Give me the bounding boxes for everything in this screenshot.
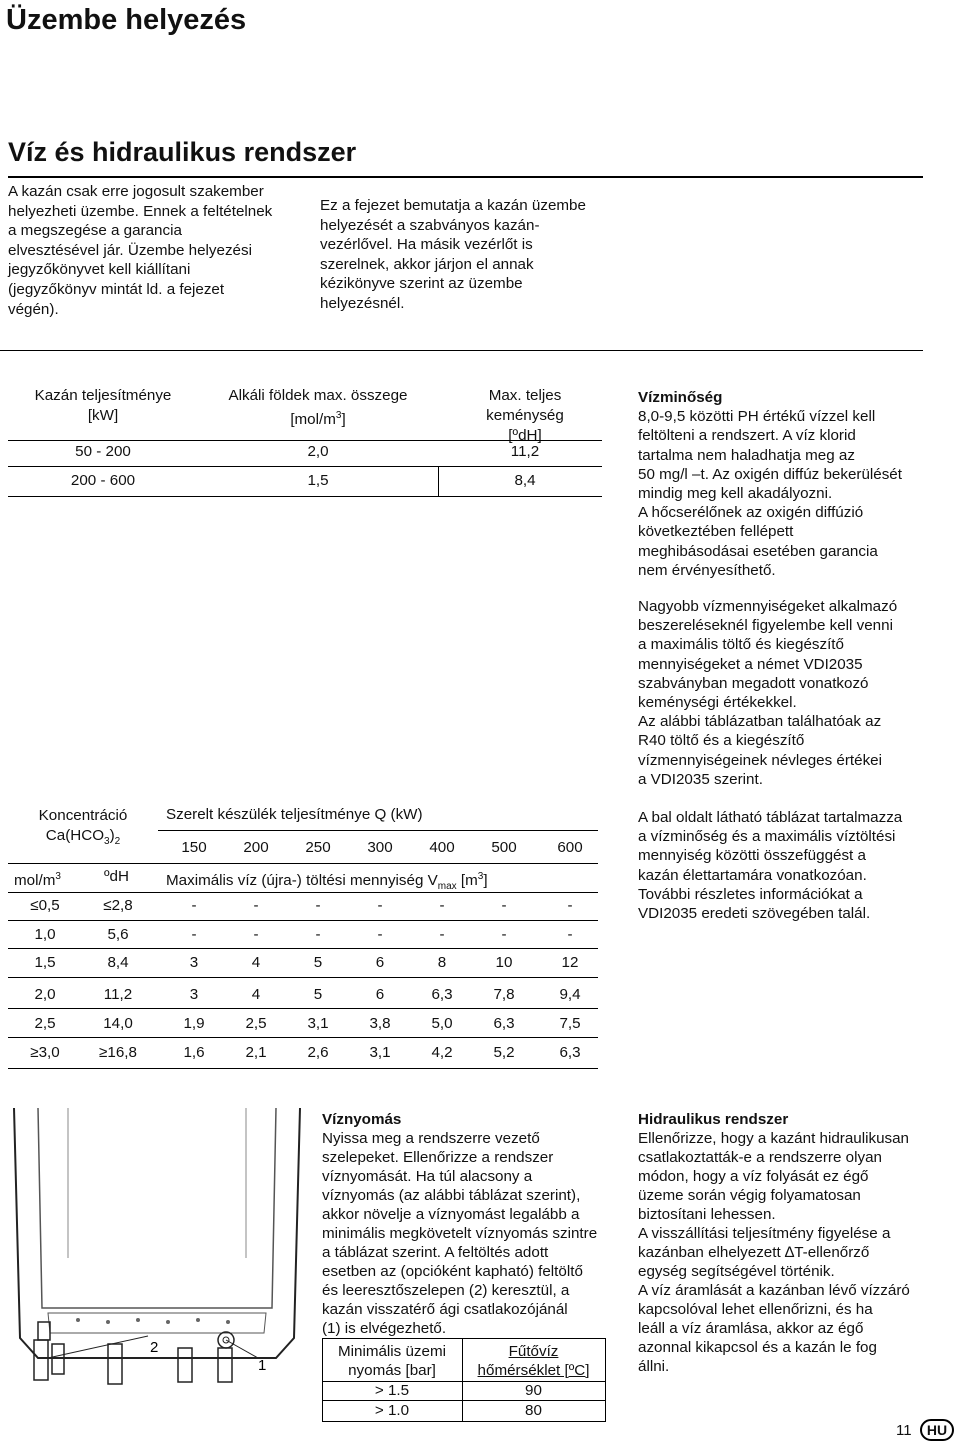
hydraulic-line: üzeme során végig folyamatosan [638,1187,861,1204]
max-fill-cell: 7,5 [559,1015,581,1032]
pressure-cell: > 1.0 [374,1402,410,1419]
hydraulic-line: kapcsolóval lehet ellenőrizni, és ha [638,1301,873,1318]
intro-right-line: helyezését a szabványos kazán- [320,216,540,234]
water-quality-line: meghibásodásai esetében garancia [638,542,878,560]
water-quality-line: 8,0-9,5 közötti PH értékű vízzel kell [638,408,876,426]
conc-mol-cell: 1,0 [34,926,56,943]
table1-cell: 2,0 [307,443,329,460]
pressure-line: akkor növelje a víznyomást legalább a [322,1206,580,1223]
intro-left-line: A kazán csak erre jogosult szakember [8,183,264,200]
max-fill-cell: 5,0 [431,1015,453,1032]
water-volume-line: R40 töltő és a kiegészítő [638,732,805,750]
max-fill-cell: 2,1 [245,1044,267,1061]
hydraulic-line: csatlakoztatták-e a rendszerre olyan [638,1149,882,1166]
pressure-header-min: Minimális üzemi nyomás [bar] [337,1343,447,1379]
power-value: 250 [305,839,331,856]
max-fill-cell: 5 [313,986,323,1003]
pressure-line: esetben az (opcióként kapható) feltöltő [322,1263,583,1280]
max-fill-cell: - [253,926,259,943]
pressure-heading: Víznyomás [322,1111,402,1128]
unit-mol: mol/$m^3$ [14,871,61,890]
table-explanation-line: mennyiség közötti összefüggést a [638,847,866,865]
conc-dh-cell: 5,6 [107,926,129,943]
max-fill-cell: - [191,926,197,943]
hydraulic-line: A víz áramlását a kazánban lévő vízzáró [638,1282,910,1299]
max-fill-cell: 5 [313,954,323,971]
conc-mol-cell: 2,0 [34,986,56,1003]
max-fill-cell: 4,2 [431,1044,453,1061]
water-volume-line: a maximális töltő és kiegészítő [638,636,844,654]
table1-cell: 11,2 [510,443,540,460]
hydraulic-line: leáll a víz áramlása, akkor az égő [638,1320,864,1337]
water-volume-line: vízmennyiségeinek névleges értékei [638,751,882,769]
intro-right-line: szerelnek, akkor járjon el annak [320,255,534,273]
max-fill-cell: - [315,897,321,914]
pressure-line: kazán visszatérő ági csatlakozójánál [322,1301,568,1318]
intro-right-text [320,196,630,314]
water-quality-line: 50 mg/l –t. Az oxigén diffúz bekerülését [638,465,902,483]
power-value: 400 [429,839,455,856]
water-quality-line: következtében fellépett [638,523,794,541]
pressure-cell: > 1.5 [374,1382,410,1399]
max-fill-cell: 2,6 [307,1044,329,1061]
water-quality-line: nem érvényesíthető. [638,561,776,579]
max-fill-cell: - [191,897,197,914]
max-fill-cell: - [377,926,383,943]
water-volume-line: beszereléseknél figyelembe kell venni [638,617,893,635]
intro-rule [0,350,923,351]
intro-left-line: elvesztésével jár. Üzembe helyezési [8,241,252,259]
max-fill-cell: 10 [495,954,513,971]
max-fill-cell: 9,4 [559,986,581,1003]
intro-left-text [8,182,298,319]
pressure-line: a táblázat szerint. A feltöltés adott [322,1244,549,1261]
hydraulic-line: A visszállítási teljesítmény figyelése a [638,1225,891,1242]
max-fill-cell: - [253,897,259,914]
table1-header-power: Kazán teljesítménye [kW] [34,387,172,424]
table1-cell: 8,4 [514,472,536,489]
figure-label-1: 1 [258,1357,267,1374]
conc-mol-cell: ≥3,0 [30,1044,60,1061]
max-fill-cell: 6,3 [559,1044,581,1061]
hydraulic-line: biztosítani lehessen. [638,1206,776,1223]
intro-left-line: végén). [8,300,59,318]
conc-dh-cell: 8,4 [107,954,129,971]
max-fill-cell: - [567,926,573,943]
water-quality-line: A hőcserélőnek az oxigén diffúzió [638,504,864,522]
intro-left-line: (jegyzőkönyv mintát ld. a fejezet [8,280,225,298]
max-fill-cell: 3 [189,954,199,971]
max-fill-cell: - [501,926,507,943]
max-fill-cell: 2,5 [245,1015,267,1032]
hydraulic-block [638,1110,948,1376]
intro-right-line: vezérlővel. Ha másik vezérlőt is [320,236,533,254]
hydraulic-line: egység segítségével történik. [638,1263,835,1280]
max-fill-cell: 4 [251,986,261,1003]
water-volume-line: keménységi értékekkel. [638,694,797,712]
language-badge: HU [920,1419,954,1441]
conc-dh-cell: 14,0 [103,1015,133,1032]
max-fill-cell: - [377,897,383,914]
max-fill-cell: - [315,926,321,943]
page-number: 11 [896,1422,912,1439]
pressure-line: Nyissa meg a rendszerre vezető [322,1130,540,1147]
unit-dh: ºdH [104,868,129,885]
conc-mol-cell: 2,5 [34,1015,56,1032]
intro-right-line: kézikönyve szerint az üzembe [320,275,523,293]
water-volume-line: szabványban megadott vonatkozó [638,674,869,692]
intro-left-line: a megszegése a garancia [8,222,182,240]
max-fill-cell: - [439,926,445,943]
hydraulic-heading: Hidraulikus rendszer [638,1111,789,1128]
table1-header-hardness: Max. teljes keménység [ºdH] [486,387,564,444]
table-explanation-line: a vízminőség és a maximális víztöltési [638,828,896,846]
conc-mol-cell: ≤0,5 [30,897,60,914]
hydraulic-line: állni. [638,1358,670,1375]
hydraulic-line: azonnal kikapcsol és a kazán le fog [638,1339,877,1356]
max-fill-cell: - [567,897,573,914]
conc-header: Koncentráció $Ca(HCO_3)_2$ [38,807,128,848]
power-value: 200 [243,839,269,856]
pressure-block [322,1110,622,1338]
hydraulic-line: kazánban elhelyezett ∆T-ellenőrző [638,1244,870,1261]
title-rule [8,176,923,178]
max-fill-cell: 4 [251,954,261,971]
pressure-line: minimális megkövetelt víznyomás szintre [322,1225,598,1242]
max-fill-cell: 1,6 [183,1044,205,1061]
table1-header-alkali: Alkáli földek max. összege $[mol/m^3]$ [228,387,408,429]
water-volume-text [638,597,938,789]
water-volume-line: Nagyobb vízmennyiségeket alkalmazó [638,598,898,615]
max-fill-cell: 1,9 [183,1015,205,1032]
max-fill-cell: 3,1 [307,1015,329,1032]
table1-cell: 1,5 [307,472,329,489]
max-fill-cell: 6,3 [431,986,453,1003]
water-volume-line: a VDI2035 szerint. [638,770,763,788]
power-value: 150 [181,839,207,856]
section-title: Víz és hidraulikus rendszer [8,137,357,167]
max-fill-cell: 8 [437,954,447,971]
conc-dh-cell: 11,2 [103,986,133,1003]
conc-dh-cell: ≤2,8 [103,897,133,914]
max-fill-label: Maximális víz (újra-) töltési mennyiség $V_{max}$ $[m^3]$ [166,871,488,893]
pressure-line: és leeresztőszelepen (2) keresztül, a [322,1282,570,1299]
intro-right-line: helyezésnél. [320,294,405,312]
water-quality-line: tartalma nem haladhatja meg az [638,446,855,464]
water-quality-line: feltölteni a rendszert. A víz klorid [638,427,856,445]
pressure-header-temp: Fűtővíz hőmérséklet [ºC] [477,1343,590,1379]
table-explanation-line: kazán élettartamára vonatkozóan. [638,866,867,884]
table1-cell: 50 - 200 [75,443,131,460]
max-fill-cell: 7,8 [493,986,515,1003]
pressure-line: víznyomás (az alábbi táblázat szerint), [322,1187,581,1204]
max-fill-cell: 3 [189,986,199,1003]
power-value: 600 [557,839,583,856]
power-value: 300 [367,839,393,856]
max-fill-cell: 5,2 [493,1044,515,1061]
page-title: Üzembe helyezés [6,4,247,36]
boiler-connection-figure [8,1108,306,1398]
water-volume-line: Az alábbi táblázatban találhatóak az [638,713,882,731]
water-quality-block [638,388,938,580]
power-header: Szerelt készülék teljesítménye Q (kW) [166,806,423,823]
max-fill-cell: 3,1 [369,1044,391,1061]
intro-right-line: Ez a fejezet bemutatja a kazán üzembe [320,197,586,214]
table-explanation-line: A bal oldalt látható táblázat tartalmazza [638,809,903,826]
pressure-cell: 80 [525,1402,542,1419]
max-fill-cell: - [501,897,507,914]
intro-left-line: helyezheti üzembe. Ennek a feltételnek [8,202,273,220]
hydraulic-line: Ellenőrizze, hogy a kazánt hidraulikusan [638,1130,910,1147]
table1-cell: 200 - 600 [70,472,136,489]
table-explanation-line: VDI2035 eredeti szövegében talál. [638,905,871,923]
pressure-cell: 90 [525,1382,542,1399]
figure-label-2: 2 [150,1339,159,1356]
water-quality-line: mindig meg kell akadályozni. [638,485,833,503]
conc-mol-cell: 1,5 [34,954,56,971]
max-fill-cell: 6,3 [493,1015,515,1032]
table-explanation-text [638,808,938,923]
pressure-line: (1) is elvégezhető. [322,1320,447,1337]
intro-left-line: jegyzőkönyvet kell kiállítani [8,261,191,279]
hydraulic-line: módon, hogy a víz folyását ez égő [638,1168,869,1185]
conc-dh-cell: ≥16,8 [99,1044,137,1061]
pressure-line: szelepeket. Ellenőrizze a rendszer [322,1149,554,1166]
max-fill-cell: - [439,897,445,914]
max-fill-cell: 12 [561,954,579,971]
power-value: 500 [491,839,517,856]
pressure-line: víznyomását. Ha túl alacsony a [322,1168,533,1185]
water-volume-line: mennyiségeket a német VDI2035 [638,655,863,673]
max-fill-cell: 6 [375,986,385,1003]
table-explanation-line: További részletes információkat a [638,885,863,903]
max-fill-cell: 3,8 [369,1015,391,1032]
max-fill-cell: 6 [375,954,385,971]
water-quality-heading: Vízminőség [638,389,723,406]
